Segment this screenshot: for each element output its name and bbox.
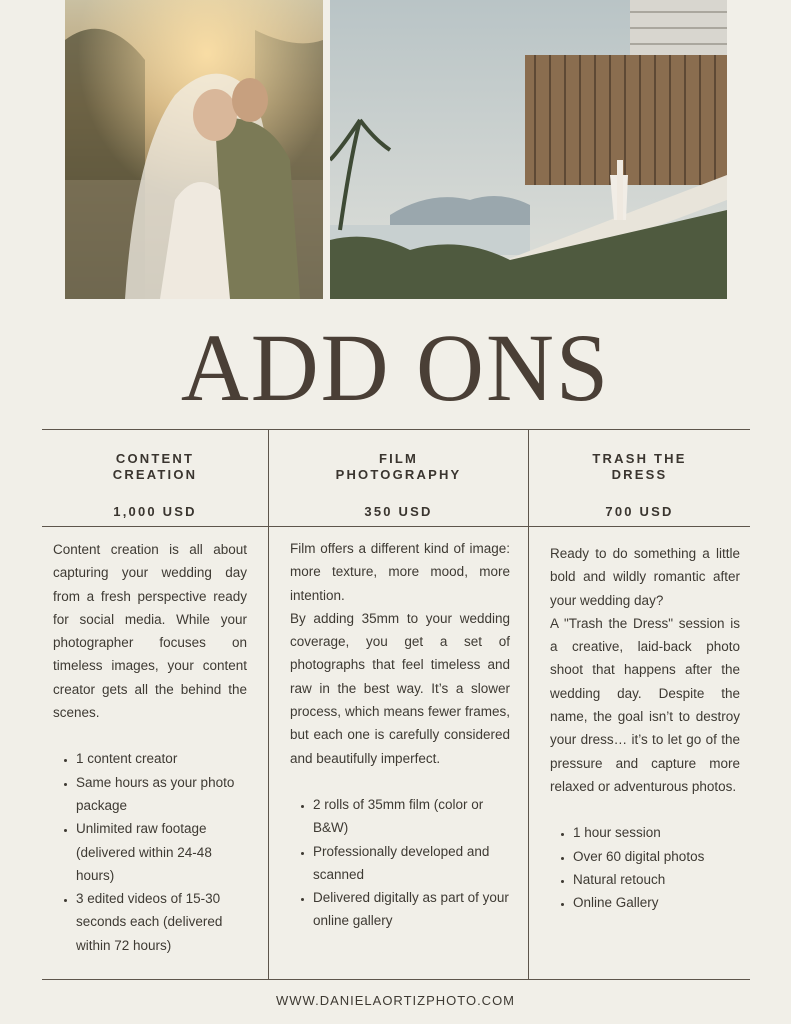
page-title: ADD ONS	[180, 314, 611, 421]
feature-list	[550, 821, 740, 914]
feature-list	[290, 793, 510, 933]
description-paragraph: A "Trash the Dress" session is a creative, laid-back photo shoot that happens after the wedding day. Despite the name, the goal isn’t to destroy your dress… it’s to let go of the pressure and capture more relaxed or adventurous photos.	[550, 615, 740, 794]
feature-item: • 1 content creator	[76, 747, 247, 770]
description-paragraph: Ready to do something a little bold and wildly romantic after your wedding day?	[550, 546, 740, 608]
feature-item: • 2 rolls of 35mm film (color or B&W)	[313, 793, 510, 840]
addon-header-content-creation	[42, 451, 268, 519]
addon-name: CONTENT CREATION	[112, 451, 198, 482]
addon-description-film-photography	[290, 537, 510, 933]
addon-name: TRASH THE DRESS	[592, 451, 687, 482]
description-paragraph: Content creation is all about capturing your wedding day from a fresh perspective ready for social media. While your photographer focuses on timeless images, your content creator gets all the behind the scenes.	[53, 542, 247, 721]
feature-item: • 3 edited videos of 15-30 seconds each (delivered within 72 hours)	[76, 887, 247, 957]
addon-price: 1,000 USD	[113, 504, 197, 519]
feature-item: • Natural retouch	[573, 868, 740, 891]
feature-item: • Unlimited raw footage (delivered within 24-48 hours)	[76, 817, 247, 887]
website-link[interactable]: WWW.DANIELAORTIZPHOTO.COM	[275, 993, 516, 1008]
table-bottom-rule	[42, 979, 750, 980]
addon-price: 350 USD	[364, 504, 433, 519]
addon-header-film-photography	[269, 451, 528, 519]
description-paragraph: By adding 35mm to your wedding coverage, you get a set of photographs that feel timeless and raw in the best way. It’s a slower process, which means fewer frames, but each one is carefully considered and beautifully imperfect.	[290, 610, 510, 766]
wedding-photo-staircase	[330, 0, 727, 299]
feature-item: • Delivered digitally as part of your online gallery	[313, 886, 510, 933]
description-paragraph: Film offers a different kind of image: more texture, more mood, more intention.	[290, 541, 510, 603]
wedding-photo-couple-veil	[65, 0, 323, 299]
table-header-rule	[42, 526, 750, 527]
addon-description-trash-the-dress	[550, 542, 740, 914]
feature-item: • Same hours as your photo package	[76, 771, 247, 818]
table-top-rule	[42, 429, 750, 430]
feature-item: • Over 60 digital photos	[573, 845, 740, 868]
addon-price: 700 USD	[605, 504, 674, 519]
feature-item: • Professionally developed and scanned	[313, 840, 510, 887]
addon-description-content-creation	[53, 538, 247, 957]
feature-list	[53, 747, 247, 957]
addon-name: FILM PHOTOGRAPHY	[335, 451, 462, 482]
addon-header-trash-the-dress	[529, 451, 750, 519]
feature-item: • Online Gallery	[573, 891, 740, 914]
feature-item: • 1 hour session	[573, 821, 740, 844]
